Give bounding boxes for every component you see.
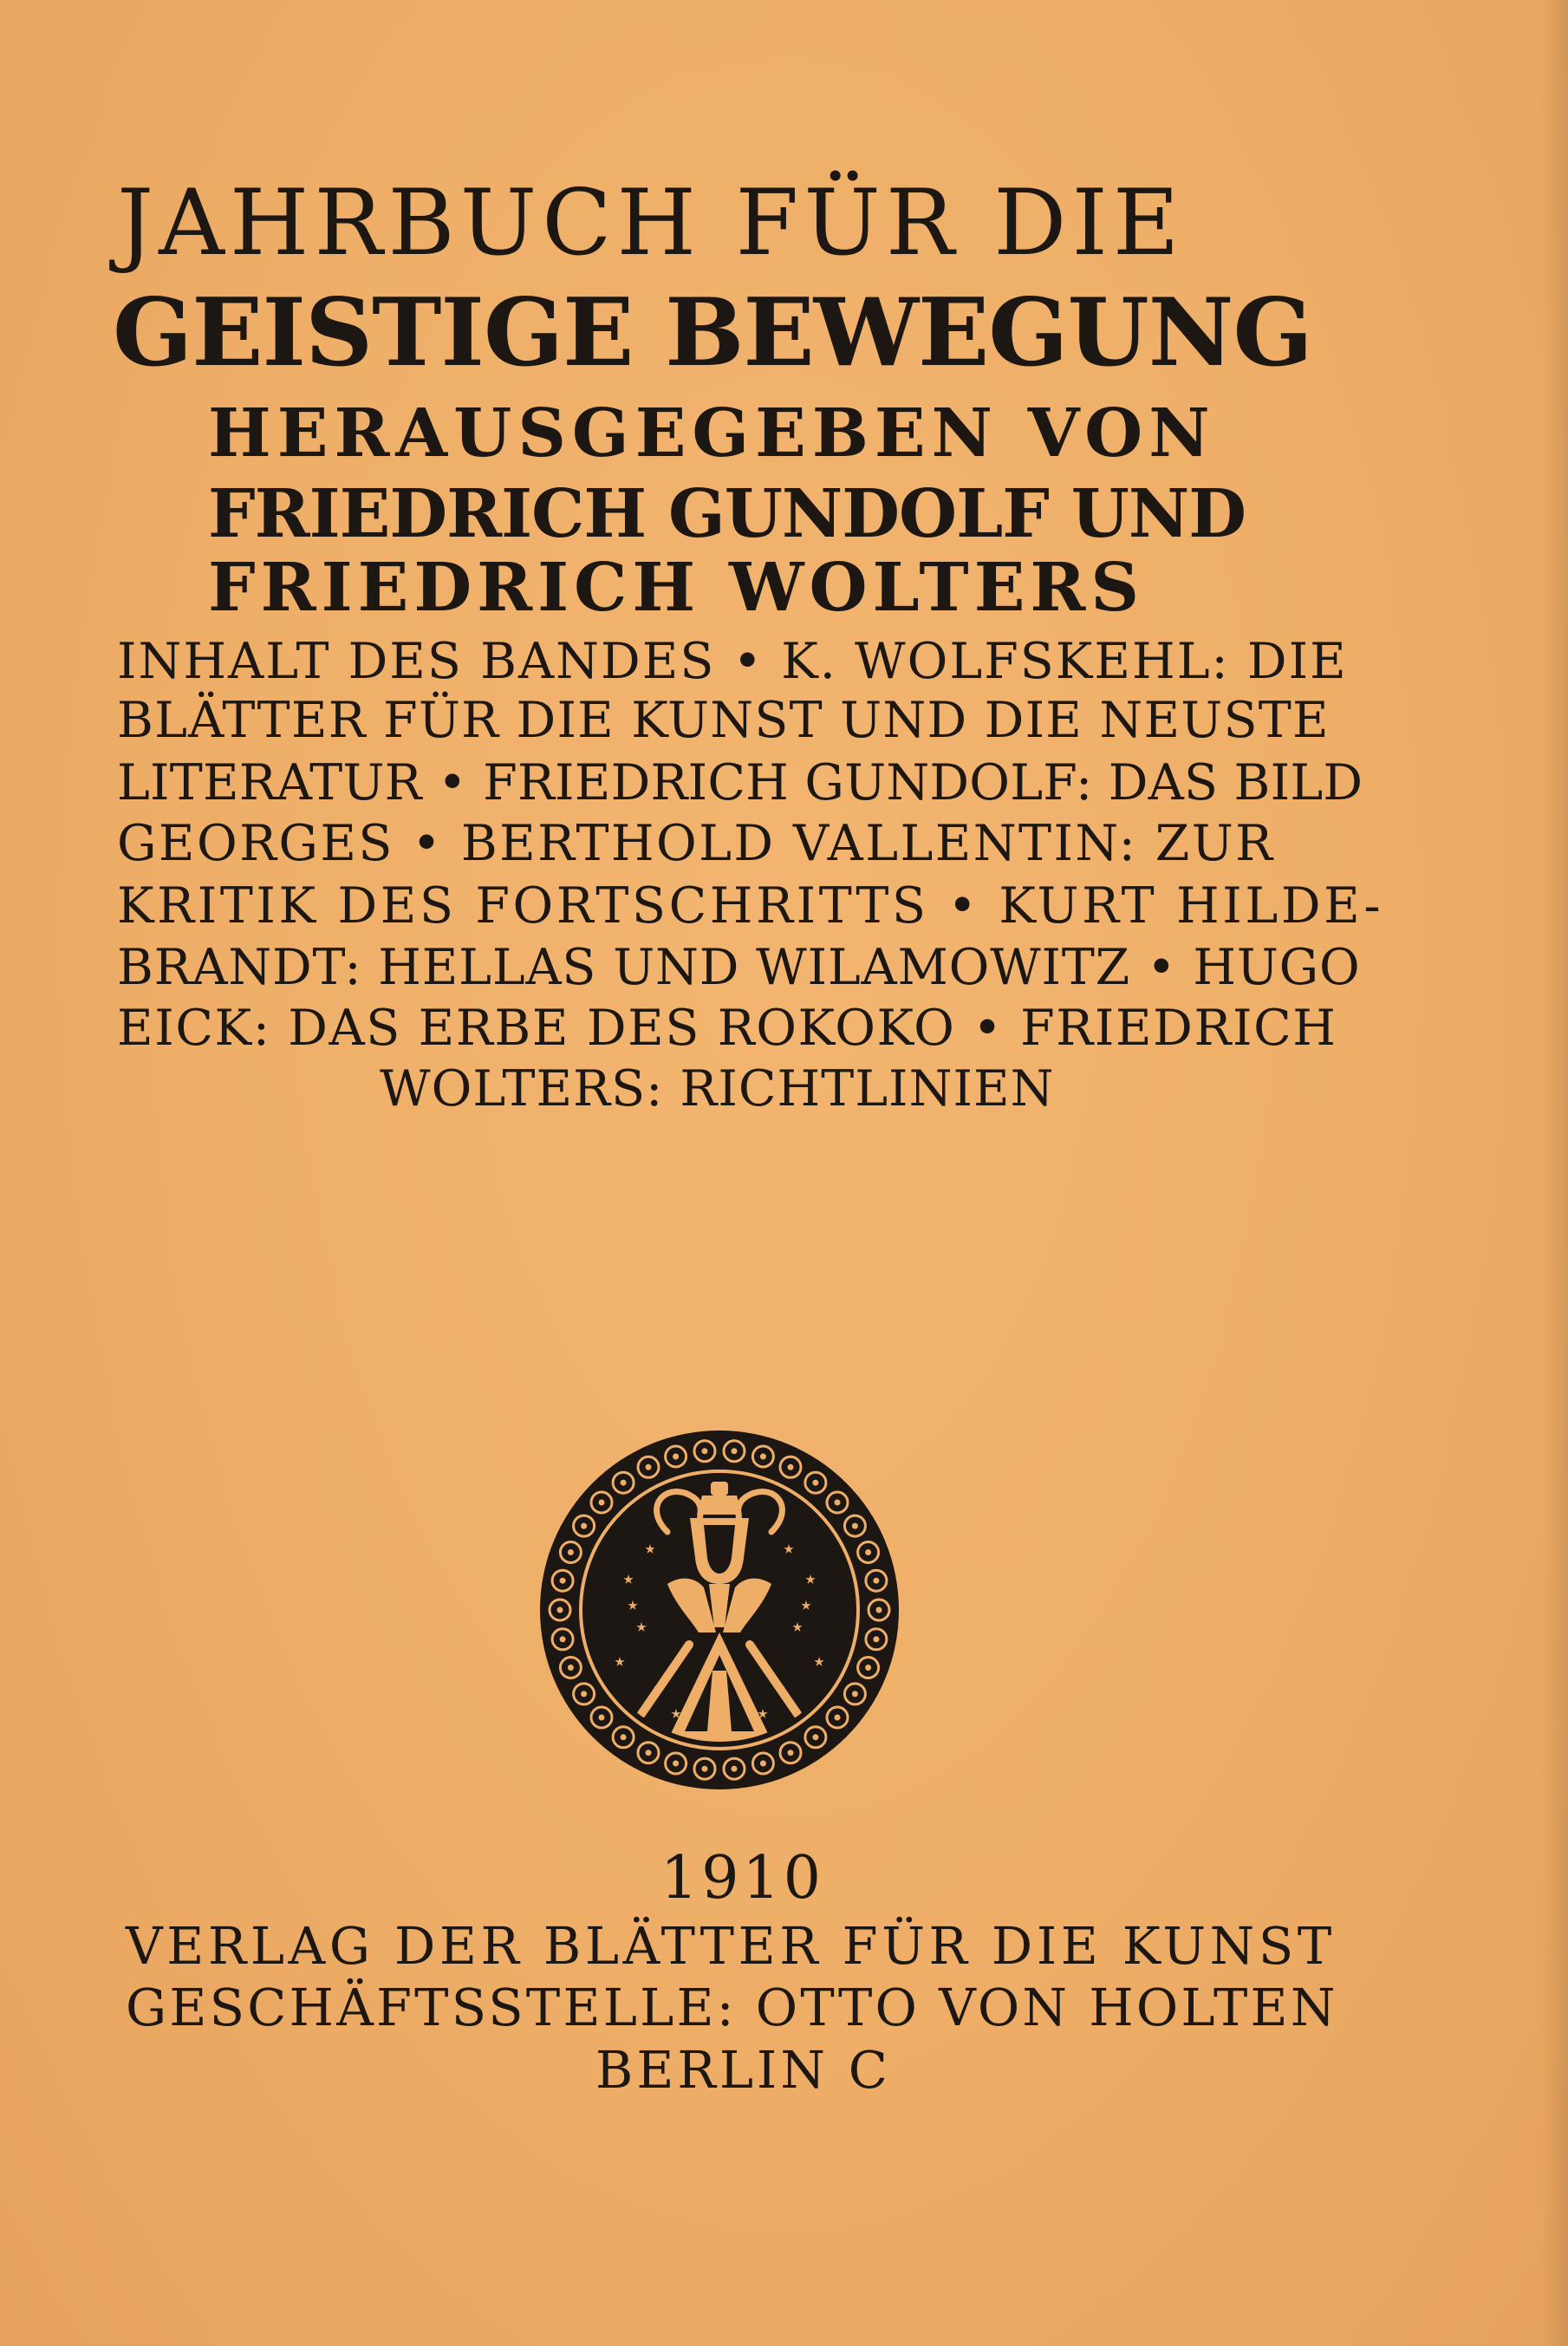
title-line-1: JAHRBUCH FÜR DIE — [117, 170, 1185, 276]
emblem-rosette-center — [852, 1523, 858, 1529]
emblem-rosette-center — [673, 1454, 679, 1460]
emblem-rosette-center — [702, 1766, 708, 1772]
emblem-rosette-center — [873, 1578, 879, 1584]
emblem-rosette-center — [621, 1734, 627, 1740]
emblem-rosette-center — [760, 1454, 766, 1460]
emblem-rosette-center — [852, 1691, 858, 1697]
publisher-emblem-icon — [537, 1428, 901, 1792]
emblem-rosette-center — [873, 1636, 879, 1642]
emblem-rosette-center — [788, 1750, 794, 1756]
contents-line-6: BRANDT: HELLAS UND WILAMOWITZ • HUGO — [117, 939, 1361, 996]
emblem-rosette-center — [835, 1500, 841, 1506]
emblem-rosette-center — [865, 1549, 871, 1555]
emblem-rosette-center — [673, 1761, 679, 1767]
emblem-rosette-center — [732, 1766, 738, 1772]
editor-line-3: FRIEDRICH WOLTERS — [208, 549, 1144, 627]
emblem-rosette-center — [568, 1665, 574, 1671]
contents-line-1: INHALT DES BANDES • K. WOLFSKEHL: DIE — [117, 633, 1348, 690]
publication-year: 1910 — [660, 1844, 825, 1913]
contents-line-4: GEORGES • BERTHOLD VALLENTIN: ZUR — [117, 815, 1275, 872]
emblem-rosette-center — [835, 1715, 841, 1721]
emblem-rosette-center — [876, 1607, 882, 1613]
emblem-rosette-center — [560, 1578, 566, 1584]
imprint-line-3: BERLIN C — [595, 2040, 891, 2100]
emblem-rosette-center — [865, 1665, 871, 1671]
emblem-rosette-center — [568, 1549, 574, 1555]
contents-line-7: EICK: DAS ERBE DES ROKOKO • FRIEDRICH — [117, 1000, 1337, 1057]
emblem-rosette-center — [812, 1734, 818, 1740]
page-edge-shadow — [1542, 0, 1568, 2346]
emblem-rosette-center — [646, 1464, 652, 1470]
emblem-rosette-center — [788, 1464, 794, 1470]
emblem-rosette-center — [560, 1636, 566, 1642]
emblem-rosette-center — [621, 1480, 627, 1486]
contents-line-3: LITERATUR • FRIEDRICH GUNDOLF: DAS BILD — [117, 754, 1363, 811]
contents-line-8: WOLTERS: RICHTLINIEN — [380, 1060, 1055, 1118]
emblem-rosette-center — [581, 1691, 587, 1697]
emblem-rosette-center — [760, 1761, 766, 1767]
editor-line-1: HERAUSGEGEBEN VON — [208, 394, 1216, 472]
emblem-rosette-center — [557, 1607, 563, 1613]
emblem-rosette-center — [732, 1448, 738, 1454]
emblem-rosette-center — [599, 1500, 605, 1506]
imprint-line-2: GESCHÄFTSSTELLE: OTTO VON HOLTEN — [126, 1978, 1338, 2037]
contents-line-2: BLÄTTER FÜR DIE KUNST UND DIE NEUSTE — [117, 692, 1330, 749]
emblem-rosette-center — [646, 1750, 652, 1756]
imprint-line-1: VERLAG DER BLÄTTER FÜR DIE KUNST — [126, 1916, 1336, 1976]
emblem-graphic — [537, 1428, 901, 1792]
title-line-2: GEISTIGE BEWEGUNG — [113, 278, 1312, 388]
emblem-rosette-center — [581, 1523, 587, 1529]
contents-line-5: KRITIK DES FORTSCHRITTS • KURT HILDE- — [117, 877, 1384, 935]
emblem-rosette-center — [812, 1480, 818, 1486]
emblem-rosette-center — [599, 1715, 605, 1721]
editor-line-2: FRIEDRICH GUNDOLF UND — [208, 475, 1246, 553]
emblem-rosette-center — [702, 1448, 708, 1454]
